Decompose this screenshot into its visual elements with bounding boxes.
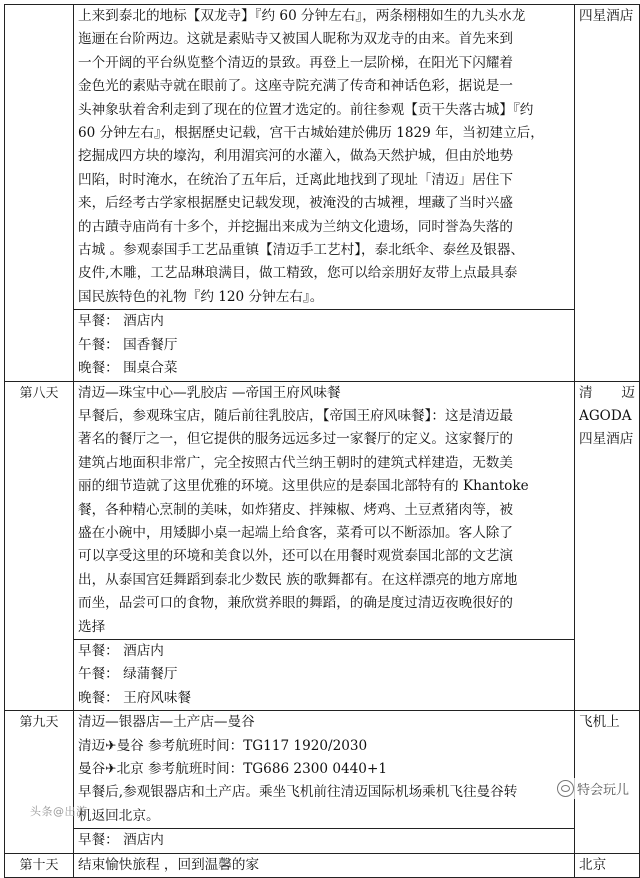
day8-main-row	[5, 381, 640, 639]
day7-desc-line-11: 古城 。参观泰国手工艺品重镇【清迈手工艺村】，泰北纸伞、泰丝及银器、	[78, 242, 525, 259]
chat-bubble-icon	[557, 780, 574, 797]
day7-description	[74, 5, 575, 310]
day9-desc-line-4: 早餐后,参观银器店和土产店。乘坐飞机前往清迈国际机场乘机飞往曼谷转	[78, 784, 518, 801]
day10-row	[5, 853, 640, 877]
day8-desc-line-10: 而坐，品尝可口的食物，兼欣赏养眼的舞蹈，的确是度过清迈夜晚很好的	[78, 595, 513, 612]
day8-desc-line-3: 著名的餐厅之一，但它提供的服务远远多过一家餐厅的定义。这家餐厅的	[78, 431, 513, 448]
day9-meals	[74, 829, 575, 853]
day7-desc-line-13: 国民族特色的礼物『约 120 分钟左右』。	[78, 288, 324, 305]
day8-desc-line-8: 可以享受这里的环境和美食以外，还可以在用餐时观赏泰国北部的文艺演	[78, 548, 513, 565]
day7-lunch: 午餐： 国香餐厅	[78, 336, 178, 353]
day8-desc-line-7: 盛在小碗中，用矮脚小桌一起端上给食客，菜肴可以不断添加。客人除了	[78, 524, 513, 541]
day9-day-cell: 第九天	[5, 711, 74, 853]
day8-desc-line-4: 建筑占地面积非常广，完全按照古代兰纳王朝时的建筑式样建造，无数美	[78, 454, 513, 471]
day8-desc-line-1: 清迈—珠宝中心—乳胶店 —帝国王府风味餐	[78, 384, 341, 401]
day7-desc-line-12: 皮件,木雕，工艺品琳琅满目，做工精致，您可以给亲朋好友带上点最具泰	[78, 265, 518, 282]
day8-lunch: 午餐： 绿蒲餐厅	[78, 666, 178, 683]
day8-meals-row	[5, 639, 640, 710]
day7-desc-line-8: 凹陷，时时淹水，在统治了五年后，迁离此地找到了现址「清迈」居住下	[78, 171, 513, 188]
day9-main-row	[5, 711, 640, 829]
day7-breakfast: 早餐： 酒店内	[78, 313, 164, 330]
day8-desc-line-5: 丽的细节造就了这里优雅的环境。这里供应的是泰国北部特有的 Khantoke	[78, 478, 529, 495]
day7-desc-line-3: 一个开阔的平台纵览整个清迈的景致。再登上一层阶梯，在阳光下闪耀着	[78, 54, 513, 71]
day9-breakfast: 早餐： 酒店内	[78, 832, 164, 849]
day8-breakfast: 早餐： 酒店内	[78, 642, 164, 659]
day8-meals	[74, 639, 575, 710]
day7-desc-line-4: 金色光的素贴寺就在眼前了。这座寺院充满了传奇和神话色彩，据说是一	[78, 78, 513, 95]
day7-desc-line-9: 来，后经考古学家根据歷史记载发现，被淹没的古城裡，埋藏了当时兴盛	[78, 195, 513, 212]
day9-description	[74, 711, 575, 829]
day8-description	[74, 381, 575, 639]
day9-desc-line-5: 机返回北京。	[78, 807, 160, 824]
day9-desc-line-3: 曼谷✈北京 参考航班时间：TG686 2300 0440+1	[78, 761, 387, 777]
day7-meals	[74, 310, 575, 381]
day7-hotel-cell: 四星酒店	[575, 5, 640, 382]
day8-desc-line-2: 早餐后，参观珠宝店，随后前往乳胶店，【帝国王府风味餐】：这是清迈最	[78, 407, 513, 424]
day10-desc-line-1: 结束愉快旅程 ，回到温馨的家	[78, 856, 260, 873]
day7-meals-row	[5, 310, 640, 381]
day10-day-cell: 第十天	[5, 853, 74, 877]
day8-desc-line-11: 选择	[78, 618, 106, 635]
day8-hotel-cell: 清 迈 AGODA 四星酒店	[575, 381, 640, 711]
day7-desc-line-6: 60 分钟左右』，根据歷史记载，宫干古城始建於佛历 1829 年，当初建立后，	[78, 125, 544, 142]
day9-meals-row	[5, 829, 640, 853]
day9-hotel-cell: 飞机上	[575, 711, 640, 853]
itinerary-table	[4, 4, 640, 878]
day10-hotel-cell: 北京	[575, 853, 640, 877]
channel-logo	[554, 778, 632, 799]
day8-desc-line-9: 出，从泰国宫廷舞蹈到泰北少数民 族的歌舞都有。在这样漂亮的地方席地	[78, 571, 518, 588]
day8-desc-line-6: 餐，各种精心烹制的美味，如炸猪皮、拌辣椒、烤鸡、土豆煮猪肉等，被	[78, 501, 513, 518]
day7-desc-line-5: 头神象驮着舍利走到了现在的位置才选定的。前往参观【贡干失落古城】『约	[78, 101, 534, 118]
watermark-text: 头条@出游	[30, 805, 88, 818]
day9-desc-line-2: 清迈✈曼谷 参考航班时间：TG117 1920/2030	[78, 737, 368, 754]
channel-logo-text: 特会玩儿	[576, 783, 629, 798]
day9-desc-line-1: 清迈—银器店—土产店—曼谷	[78, 714, 255, 731]
day7-desc-line-7: 挖掘成四方块的壕沟，利用湄宾河的水灌入，做為天然护城，但由於地势	[78, 148, 513, 165]
day7-dinner: 晚餐： 围桌合菜	[78, 360, 178, 377]
day7-desc-line-1: 上来到泰北的地标【双龙寺】『约 60 分钟左右』，两条栩栩如生的九头水龙	[78, 8, 526, 24]
day7-main-row	[5, 5, 640, 310]
day8-day-cell: 第八天	[5, 381, 74, 711]
day7-desc-line-10: 的古蹟寺庙尚有十多个，并挖掘出来成为兰纳文化遗场，同时誉為失落的	[78, 218, 513, 235]
day7-desc-line-2: 迤逦在台阶两边。这就是素贴寺又被国人昵称为双龙寺的由来。首先来到	[78, 31, 513, 48]
day7-day-cell	[5, 5, 74, 382]
day10-description	[74, 853, 575, 877]
day8-dinner: 晚餐： 王府风味餐	[78, 689, 192, 706]
